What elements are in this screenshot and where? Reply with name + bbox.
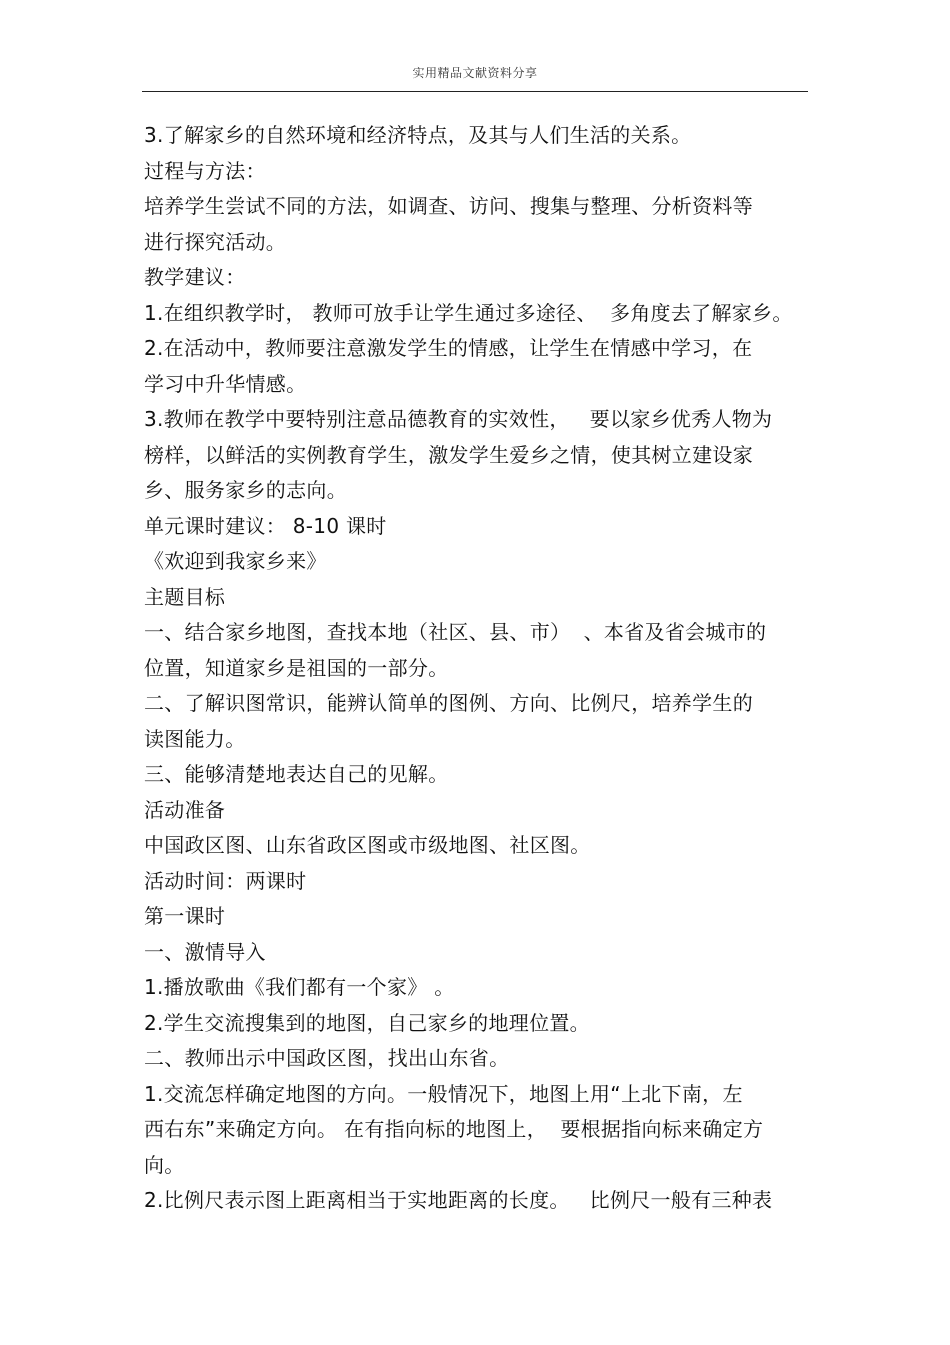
text-line: 乡、服务家乡的志向。: [144, 478, 347, 502]
text-line: 一、结合家乡地图，查找本地（社区、县、市） 、本省及省会城市的: [144, 620, 767, 644]
text-line: 二、了解识图常识，能辨认简单的图例、方向、比例尺，培养学生的: [144, 691, 753, 715]
text-line: 3.了解家乡的自然环境和经济特点，及其与人们生活的关系。: [144, 123, 692, 147]
text-line: 西右东”来确定方向。 在有指向标的地图上， 要根据指向标来确定方: [144, 1117, 764, 1141]
text-line: 2.在活动中，教师要注意激发学生的情感，让学生在情感中学习，在: [144, 336, 753, 360]
section-heading: 过程与方法：: [144, 158, 266, 183]
text-line: 位置，知道家乡是祖国的一部分。: [144, 655, 449, 680]
document-body: [144, 118, 808, 1219]
section-heading: 主题目标: [144, 584, 226, 609]
text-line: 培养学生尝试不同的方法，如调查、访问、搜集与整理、分析资料等: [144, 194, 753, 218]
text-line: 1.播放歌曲《我们都有一个家》 。: [144, 975, 455, 999]
text-line: 读图能力。: [144, 726, 246, 751]
section-heading: 教学建议：: [144, 265, 246, 289]
text-line: 进行探究活动。: [144, 229, 287, 254]
text-line: 一、激情导入: [144, 939, 266, 964]
text-line: 单元课时建议： 8-10 课时: [144, 513, 387, 538]
text-line: 2.比例尺表示图上距离相当于实地距离的长度。 比例尺一般有三种表: [144, 1188, 773, 1212]
section-heading: 第一课时: [144, 904, 226, 928]
text-line: 1.交流怎样确定地图的方向。一般情况下，地图上用“上北下南，左: [144, 1081, 743, 1106]
page-header: [142, 62, 808, 92]
text-line: 2.学生交流搜集到的地图，自己家乡的地理位置。: [144, 1010, 590, 1035]
lesson-title: 《欢迎到我家乡来》: [144, 549, 327, 573]
text-line: 三、能够清楚地表达自己的见解。: [144, 762, 449, 786]
text-line: 二、教师出示中国政区图，找出山东省。: [144, 1046, 510, 1070]
text-line: 活动时间：两课时: [144, 868, 307, 893]
text-line: 3.教师在教学中要特别注意品德教育的实效性， 要以家乡优秀人物为: [144, 407, 773, 431]
text-line: 学习中升华情感。: [144, 371, 307, 396]
text-line: 1.在组织教学时， 教师可放手让学生通过多途径、 多角度去了解家乡。: [144, 300, 793, 325]
section-heading: 活动准备: [144, 797, 226, 822]
text-line: 榜样，以鲜活的实例教育学生，激发学生爱乡之情，使其树立建设家: [144, 442, 753, 467]
header-title: 实用精品文献资料分享: [412, 66, 538, 80]
text-line: 中国政区图、山东省政区图或市级地图、社区图。: [144, 833, 591, 857]
text-line: 向。: [144, 1152, 185, 1177]
